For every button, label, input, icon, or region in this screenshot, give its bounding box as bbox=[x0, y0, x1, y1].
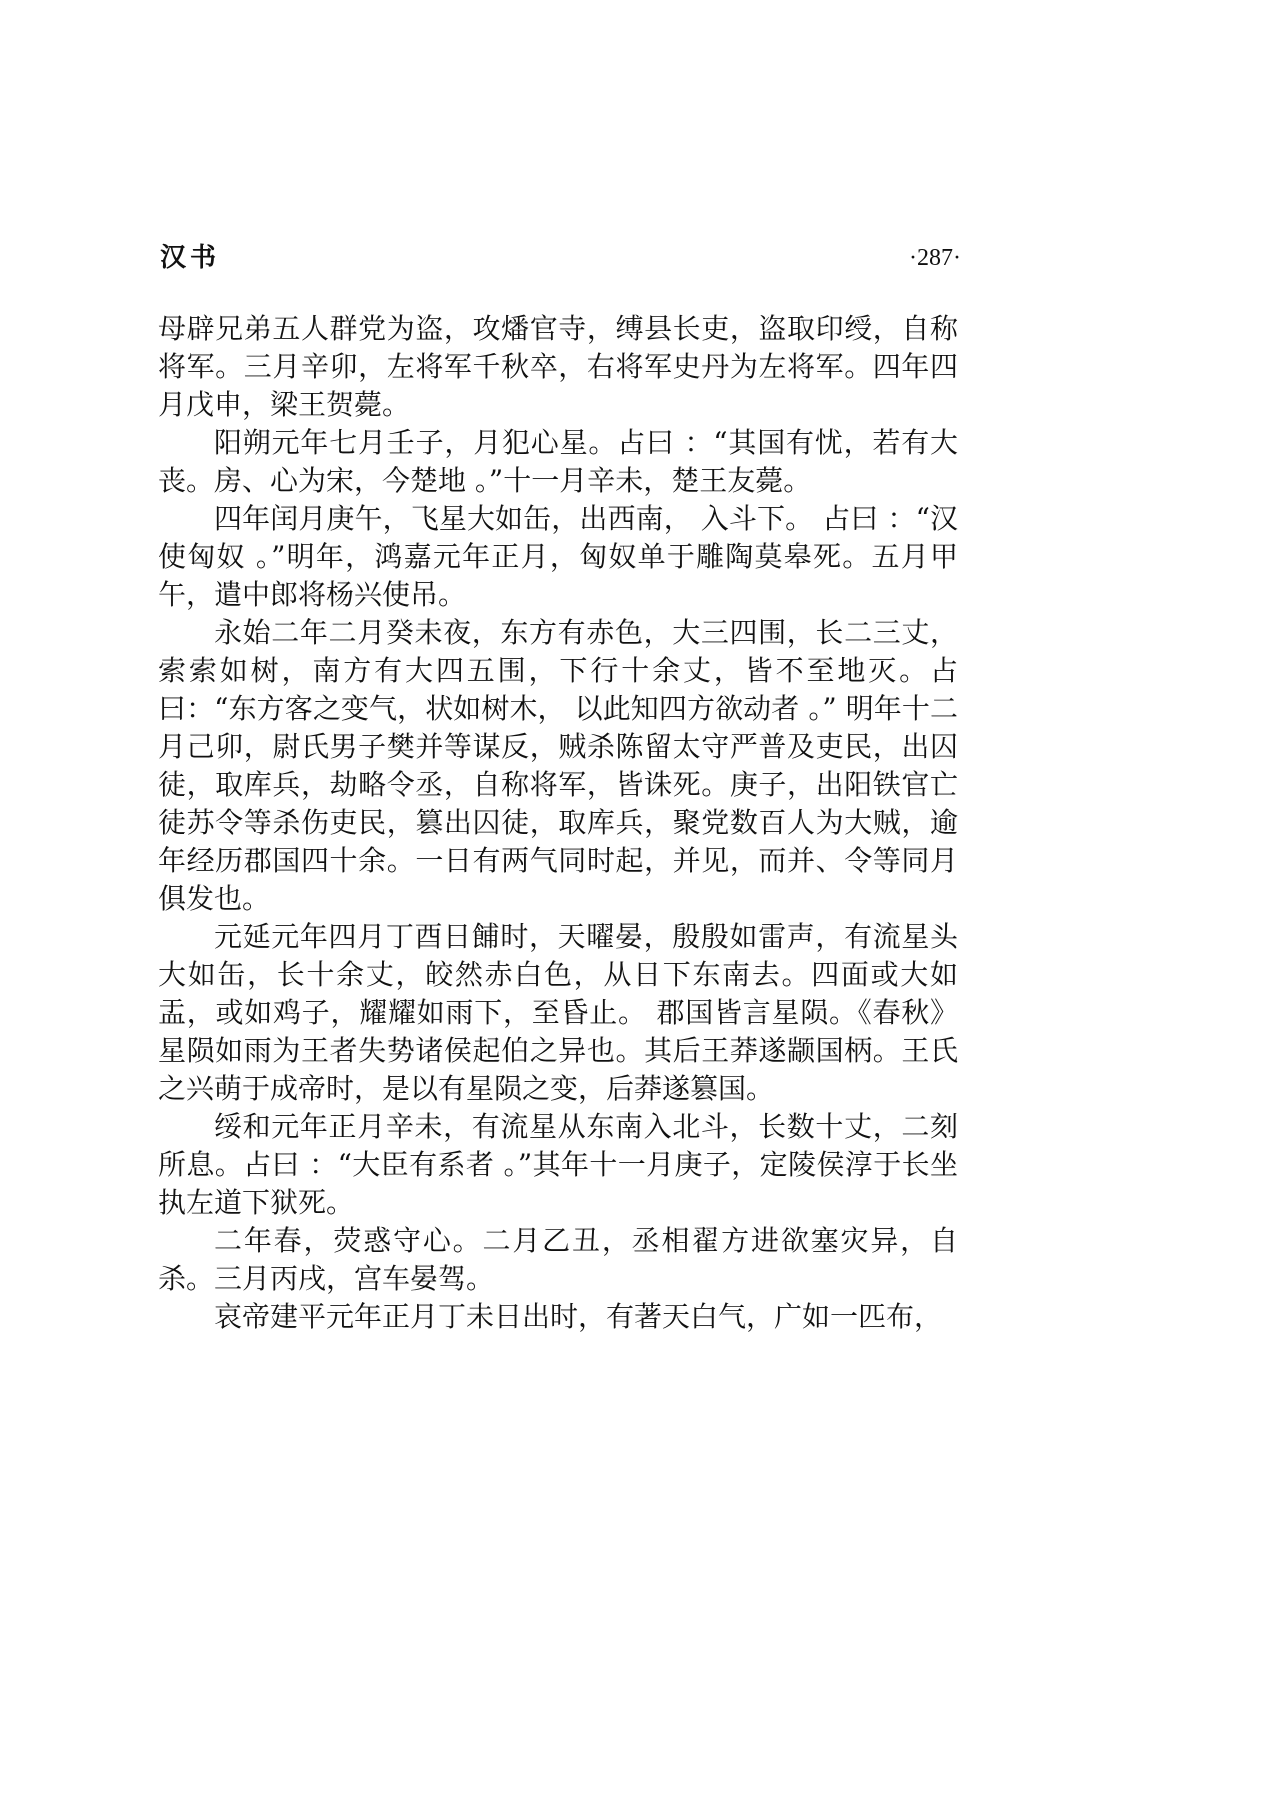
paragraph: 元延元年四月丁酉日餔时，天曜晏，殷殷如雷声，有流星头大如缶，长十余丈，皎然赤白色，从日下东南去。四面或大如盂，或如鸡子，耀耀如雨下，至昏止。 郡国皆言星陨。《春秋》星陨如雨为王者失势诸侯起伯之异也。其后王莽遂颛国柄。王氏之兴萌于成帝时，是以有星陨之变，后莽遂篡国。 bbox=[158, 920, 958, 1105]
paragraph: 哀帝建平元年正月丁未日出时，有著天白气，广如一匹布， bbox=[214, 1300, 943, 1333]
paragraph: 阳朔元年七月壬子，月犯心星。占曰 ：“其国有忧，若有大丧。房、心为宋，今楚地 。”十一月辛未，楚王友薨。 bbox=[158, 426, 958, 497]
paragraph: 永始二年二月癸未夜，东方有赤色，大三四围，长二三丈，索索如树，南方有大四五围，下行十余丈，皆不至地灭。占曰：“东方客之变气，状如树木， 以此知四方欲动者 。” 明年十二月己卯，尉氏男子樊并等谋反，贼杀陈留太守严普及吏民，出囚徒，取库兵，劫略令丞，自称将军，皆诛死。庚子，出阳铁官亡徒苏令等杀伤吏民，篡出囚徒，取库兵，聚党数百人为大贼，逾年经历郡国四十余。一日有两气同时起，并见，而并、令等同月俱发也。 bbox=[158, 616, 958, 915]
paragraph: 母辟兄弟五人群党为盗，攻燔官寺，缚县长吏，盗取印绶，自称将军。三月辛卯，左将军千秋卒，右将军史丹为左将军。四年四月戊申，梁王贺薨。 bbox=[158, 312, 958, 421]
book-title: 汉书 bbox=[160, 243, 221, 273]
body-text bbox=[158, 310, 958, 1336]
page-number: ·287· bbox=[909, 245, 961, 271]
paragraph: 四年闰月庚午，飞星大如缶，出西南， 入斗下。 占曰 ：“汉使匈奴 。”明年，鸿嘉元年正月，匈奴单于雕陶莫皋死。五月甲午，遣中郎将杨兴使吊。 bbox=[158, 502, 958, 611]
paragraph: 绥和元年正月辛未，有流星从东南入北斗，长数十丈，二刻所息。占曰 ：“大臣有系者 。”其年十一月庚子，定陵侯淳于长坐执左道下狱死。 bbox=[158, 1110, 958, 1219]
paragraph: 二年春，荧惑守心。二月乙丑，丞相翟方进欲塞灾异，自杀。三月丙戌，宫车晏驾。 bbox=[158, 1224, 958, 1295]
